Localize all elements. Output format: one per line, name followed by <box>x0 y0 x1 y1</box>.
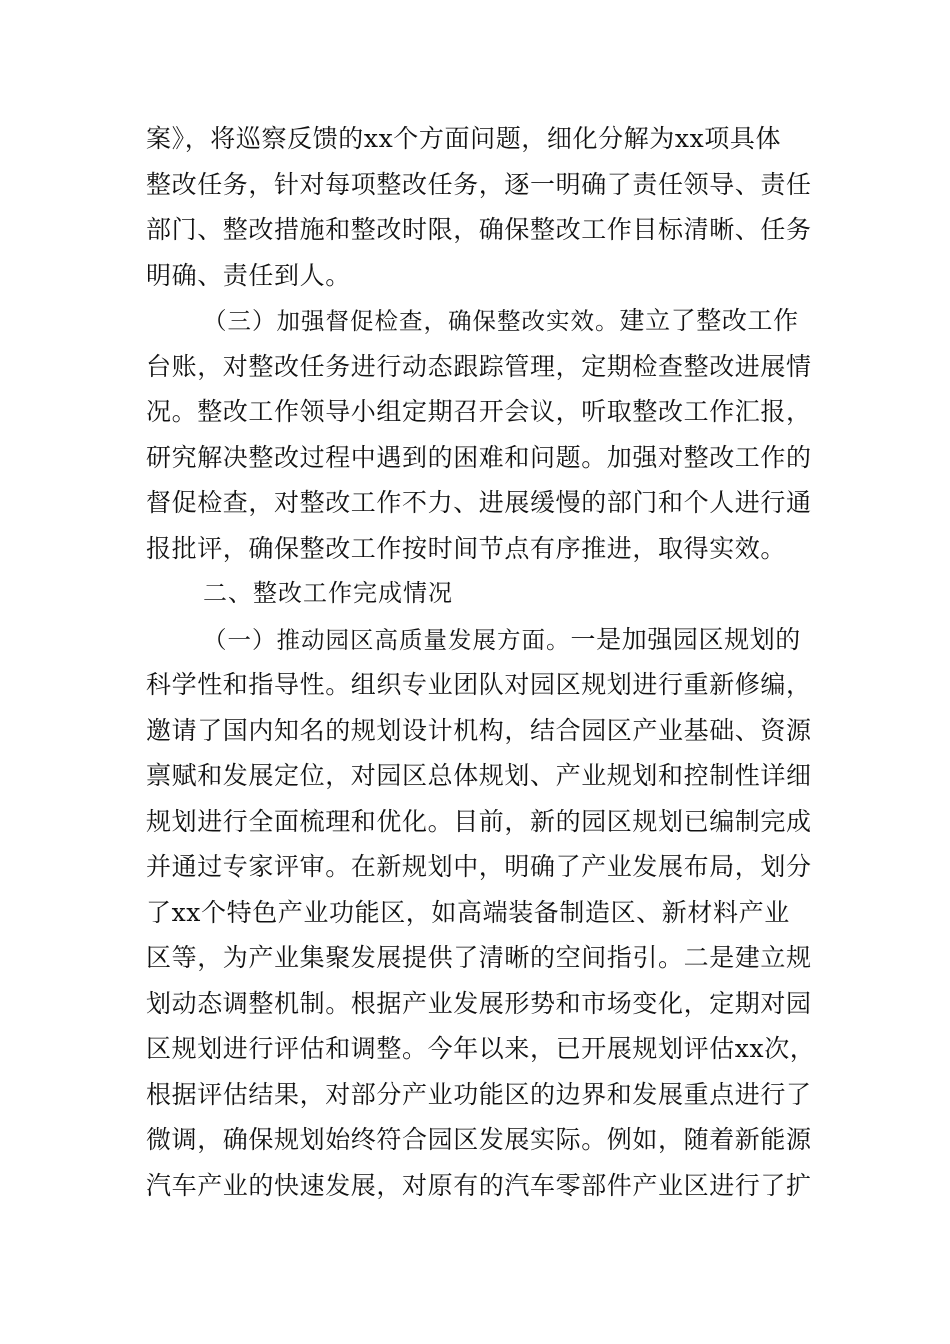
body-line: 台账，对整改任务进行动态跟踪管理，定期检查整改进展情 <box>146 351 812 381</box>
body-line: 汽车产业的快速发展，对原有的汽车零部件产业区进行了扩 <box>146 1170 812 1200</box>
document-body <box>146 116 814 1208</box>
body-line: 划动态调整机制。根据产业发展形势和市场变化，定期对园 <box>146 988 812 1018</box>
body-line: 整改任务，针对每项整改任务，逐一明确了责任领导、责任 <box>146 169 812 199</box>
subsection-heading: （三）加强督促检查，确保整改实效。 <box>203 307 620 335</box>
body-line: 区规划进行评估和调整。今年以来，已开展规划评估xx次， <box>146 1034 816 1063</box>
body-line: 科学性和指导性。组织专业团队对园区规划进行重新修编， <box>146 670 812 699</box>
body-line: 况。整改工作领导小组定期召开会议，听取整改工作汇报， <box>146 397 812 426</box>
body-line: 禀赋和发展定位，对园区总体规划、产业规划和控制性详细 <box>146 761 812 790</box>
body-line: 案》，将巡察反馈的xx个方面问题，细化分解为xx项具体 <box>146 124 782 153</box>
body-line: 督促检查，对整改工作不力、进展缓慢的部门和个人进行通 <box>146 488 812 517</box>
body-line: 报批评，确保整改工作按时间节点有序推进，取得实效。 <box>146 533 787 563</box>
body-line: 根据评估结果，对部分产业功能区的边界和发展重点进行了 <box>146 1079 812 1109</box>
body-line: 并通过专家评审。在新规划中，明确了产业发展布局，划分 <box>146 852 812 881</box>
body-line: 了xx个特色产业功能区，如高端装备制造区、新材料产业 <box>146 897 790 927</box>
body-line: 规划进行全面梳理和优化。目前，新的园区规划已编制完成 <box>146 806 812 836</box>
body-line: 微调，确保规划始终符合园区发展实际。例如，随着新能源 <box>146 1125 812 1154</box>
body-line: 研究解决整改过程中遇到的困难和问题。加强对整改工作的 <box>146 442 812 472</box>
subsection-heading: （一）推动园区高质量发展方面。 <box>203 625 571 654</box>
body-line: 部门、整改措施和整改时限，确保整改工作目标清晰、任务 <box>146 215 812 244</box>
paragraph-first-line <box>146 617 814 663</box>
paragraph-first-line <box>146 298 814 344</box>
body-text: 建立了整改工作 <box>619 306 799 335</box>
body-line: 区等，为产业集聚发展提供了清晰的空间指引。二是建立规 <box>146 943 812 972</box>
body-line: 邀请了国内知名的规划设计机构，结合园区产业基础、资源 <box>146 715 812 745</box>
body-line: 明确、责任到人。 <box>146 260 351 290</box>
section-heading: 二、整改工作完成情况 <box>203 579 453 607</box>
body-text: 一是加强园区规划的 <box>570 624 801 654</box>
